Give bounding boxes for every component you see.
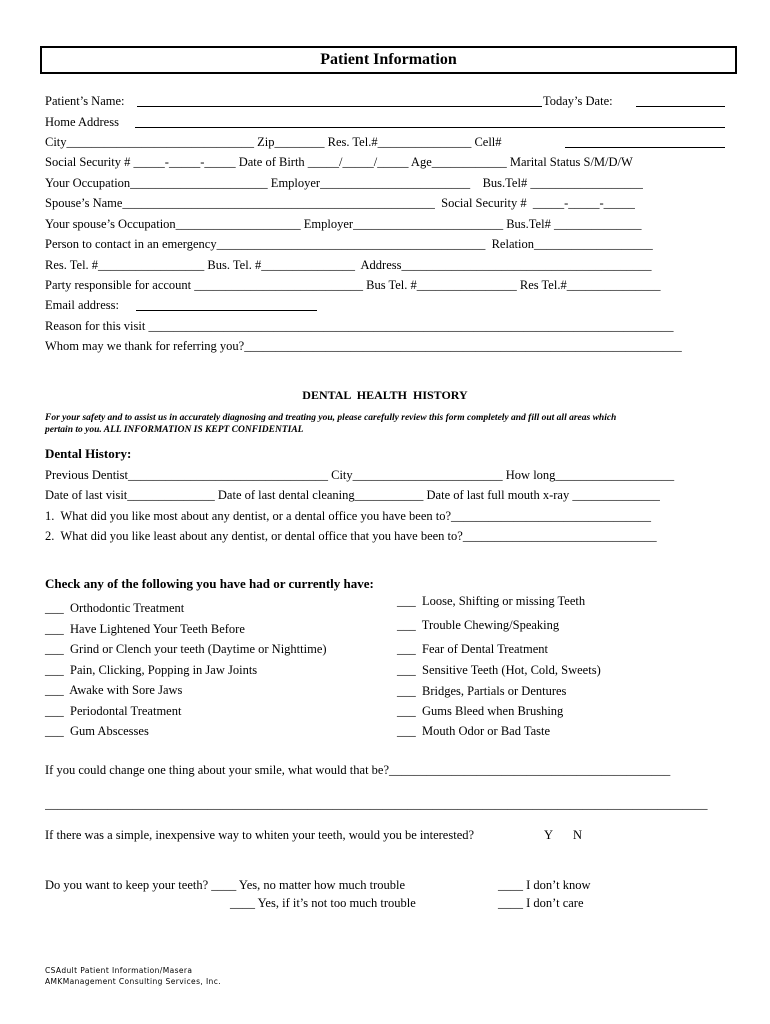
checklist-heading: Check any of the following you have had or currently have: — [45, 576, 374, 591]
page-title: Patient Information — [320, 51, 457, 68]
check-jaw-joints[interactable]: ___ Pain, Clicking, Popping in Jaw Joints — [45, 663, 258, 677]
smile-change-question[interactable]: If you could change one thing about your smile, what would that be?_____________________________________________ — [45, 763, 671, 777]
reason-visit-row[interactable]: Reason for this visit ____________________________________________________________________________________ — [45, 319, 674, 333]
footer-line-2: AMKManagement Consulting Services, Inc. — [45, 977, 222, 986]
keep-teeth-dont-care[interactable]: ____ I don’t care — [498, 896, 584, 910]
occupation-row[interactable]: Your Occupation______________________ Employer________________________ Bus.Tel# __________________ — [45, 176, 643, 190]
patient-name-field[interactable] — [137, 106, 542, 107]
todays-date-field[interactable] — [636, 106, 725, 107]
referral-row[interactable]: Whom may we thank for referring you?______________________________________________________________________ — [45, 339, 682, 353]
previous-dentist-row[interactable]: Previous Dentist________________________________ City________________________ How long___________________ — [45, 468, 675, 482]
todays-date-label: Today’s Date: — [543, 94, 619, 108]
contact-tel-row[interactable]: Res. Tel. #_________________ Bus. Tel. #_______________ Address________________________________________ — [45, 258, 652, 272]
check-gums-bleed[interactable]: ___ Gums Bleed when Brushing — [397, 704, 564, 718]
party-responsible-row[interactable]: Party responsible for account ___________________________ Bus Tel. #________________ Res Tel.#_______________ — [45, 278, 661, 292]
title-box — [40, 46, 737, 74]
check-trouble-chewing[interactable]: ___ Trouble Chewing/Speaking — [397, 618, 560, 632]
email-field[interactable] — [136, 310, 317, 311]
check-grind-clench[interactable]: ___ Grind or Clench your teeth (Daytime or Nighttime) — [45, 642, 327, 656]
home-address-label: Home Address — [45, 115, 123, 129]
cell-field[interactable] — [565, 147, 725, 148]
spouse-name-row[interactable]: Spouse’s Name__________________________________________________ Social Security # _____-_____-_____ — [45, 196, 635, 210]
check-mouth-odor[interactable]: ___ Mouth Odor or Bad Taste — [397, 724, 551, 738]
keep-teeth-yes-not-much[interactable]: ____ Yes, if it’s not too much trouble — [230, 896, 416, 910]
patient-name-label: Patient’s Name: — [45, 94, 128, 108]
check-lightened-teeth[interactable]: ___ Have Lightened Your Teeth Before — [45, 622, 245, 636]
smile-change-answer-line[interactable]: __________________________________________________________________________________________________________ — [45, 797, 708, 811]
emergency-contact-row[interactable]: Person to contact in an emergency___________________________________________ Relation___________________ — [45, 237, 653, 251]
city-zip-tel-row[interactable]: City______________________________ Zip________ Res. Tel.#_______________ Cell# — [45, 135, 505, 149]
whiten-yes-option[interactable]: Y — [544, 828, 554, 842]
email-label: Email address: — [45, 298, 126, 312]
check-gum-abscesses[interactable]: ___ Gum Abscesses — [45, 724, 149, 738]
check-sore-jaws[interactable]: ___ Awake with Sore Jaws — [45, 683, 183, 697]
whiten-no-option[interactable]: N — [573, 828, 583, 842]
check-bridges-dentures[interactable]: ___ Bridges, Partials or Dentures — [397, 684, 567, 698]
keep-teeth-dont-know[interactable]: ____ I don’t know — [498, 878, 591, 892]
question-liked-most[interactable]: 1. What did you like most about any dentist, or a dental office you have been to?________________________________ — [45, 509, 652, 523]
question-liked-least[interactable]: 2. What did you like least about any dentist, or dental office that you have been to?_______________________________ — [45, 529, 657, 543]
check-loose-teeth[interactable]: ___ Loose, Shifting or missing Teeth — [397, 594, 586, 608]
check-orthodontic[interactable]: ___ Orthodontic Treatment — [45, 601, 185, 615]
check-fear-treatment[interactable]: ___ Fear of Dental Treatment — [397, 642, 549, 656]
ssn-dob-row[interactable]: Social Security # _____-_____-_____ Date of Birth _____/_____/_____ Age____________ Marital Status S/M/D/W — [45, 155, 633, 169]
dental-history-label: Dental History: — [45, 446, 132, 461]
confidential-note: For your safety and to assist us in accurately diagnosing and treating you, please carefully review this form completely and fill out all areas which pertain to you. ALL INFORMATION IS KEPT CONFIDENTIAL — [45, 413, 617, 435]
footer-line-1: CSAdult Patient Information/Masera — [45, 966, 193, 975]
home-address-field[interactable] — [135, 127, 725, 128]
whiten-question: If there was a simple, inexpensive way to whiten your teeth, would you be interested? — [45, 828, 475, 842]
check-sensitive-teeth[interactable]: ___ Sensitive Teeth (Hot, Cold, Sweets) — [397, 663, 601, 677]
keep-teeth-yes-trouble[interactable]: Do you want to keep your teeth? ____ Yes, no matter how much trouble — [45, 878, 406, 892]
dental-history-heading: DENTAL HEALTH HISTORY — [302, 388, 468, 402]
check-periodontal[interactable]: ___ Periodontal Treatment — [45, 704, 182, 718]
spouse-occupation-row[interactable]: Your spouse’s Occupation____________________ Employer________________________ Bus.Tel# ______________ — [45, 217, 642, 231]
last-visit-row[interactable]: Date of last visit______________ Date of last dental cleaning___________ Date of last full mouth x-ray ______________ — [45, 488, 660, 502]
